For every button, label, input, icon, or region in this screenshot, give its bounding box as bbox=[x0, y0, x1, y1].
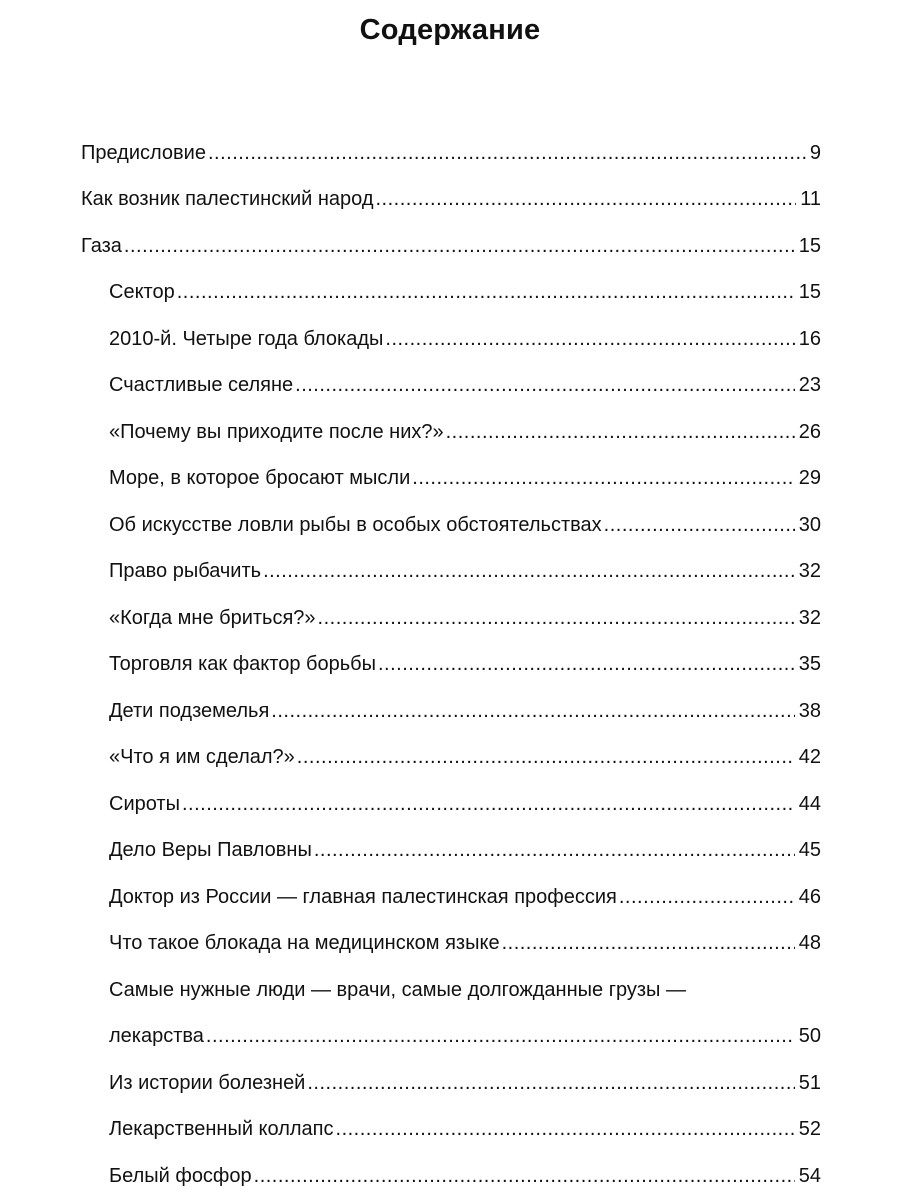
toc-leader-dots bbox=[502, 930, 795, 956]
toc-entry-title: Сектор bbox=[109, 281, 175, 303]
toc-entry-page: 46 bbox=[798, 885, 821, 908]
toc-leader-dots bbox=[318, 605, 795, 631]
toc-entry-title: Белый фосфор bbox=[109, 1164, 252, 1187]
toc-entry-title: лекарства bbox=[109, 1025, 204, 1047]
toc-entry-title: Об искусстве ловли рыбы в особых обстоятельствах bbox=[109, 513, 602, 536]
toc-entry-page: 52 bbox=[798, 1118, 821, 1140]
toc-leader-dots bbox=[254, 1163, 795, 1189]
toc-leader-dots bbox=[604, 512, 795, 538]
toc-entry-title: Что такое блокада на медицинском языке bbox=[109, 932, 500, 954]
toc-entry[interactable] bbox=[0, 871, 900, 918]
toc-entry[interactable] bbox=[0, 406, 900, 453]
toc-leader-dots bbox=[271, 698, 794, 724]
toc-entry-page: 35 bbox=[798, 653, 821, 675]
toc-leader-dots bbox=[412, 465, 794, 491]
toc-entry-title: 2010-й. Четыре года блокады bbox=[109, 327, 384, 350]
toc-leader-dots bbox=[314, 837, 795, 863]
toc-entry-page: 44 bbox=[798, 792, 821, 815]
toc-entry[interactable] bbox=[0, 313, 900, 360]
toc-leader-dots bbox=[295, 372, 795, 398]
toc-entry-title: Право рыбачить bbox=[109, 560, 262, 582]
toc-entry-title: Газа bbox=[81, 234, 122, 257]
toc-entry[interactable] bbox=[0, 360, 900, 407]
toc-leader-dots bbox=[376, 186, 797, 212]
toc-leader-dots bbox=[182, 791, 795, 817]
toc-entry[interactable] bbox=[0, 964, 900, 1011]
toc-entry-title: Как возник палестинский народ bbox=[81, 188, 374, 210]
toc-entry-page: 11 bbox=[800, 188, 821, 210]
toc-entry[interactable] bbox=[0, 1011, 900, 1058]
toc-entry[interactable] bbox=[0, 918, 900, 965]
toc-entry[interactable] bbox=[0, 592, 900, 639]
toc-entry-title: «Когда мне бриться?» bbox=[109, 606, 316, 629]
toc-entry-title: Дело Веры Павловны bbox=[109, 839, 312, 861]
toc-entry-page: 51 bbox=[798, 1071, 821, 1094]
toc-entry-title: Лекарственный коллапс bbox=[109, 1118, 334, 1140]
table-of-contents bbox=[0, 127, 900, 1197]
page-title: Содержание bbox=[359, 14, 541, 46]
toc-entry[interactable] bbox=[0, 453, 900, 500]
toc-entry-page: 50 bbox=[798, 1025, 821, 1047]
toc-entry[interactable] bbox=[0, 1150, 900, 1197]
toc-leader-dots bbox=[177, 279, 795, 305]
toc-entry[interactable] bbox=[0, 267, 900, 314]
toc-entry-page: 54 bbox=[798, 1164, 821, 1187]
toc-entry[interactable] bbox=[0, 546, 900, 593]
toc-leader-dots bbox=[206, 1023, 795, 1049]
toc-entry[interactable] bbox=[0, 174, 900, 221]
toc-leader-dots bbox=[385, 326, 794, 352]
toc-entry[interactable] bbox=[0, 127, 900, 174]
toc-entry-page: 38 bbox=[798, 699, 821, 722]
toc-entry-page: 32 bbox=[798, 560, 821, 582]
toc-entry-title: Дети подземелья bbox=[109, 699, 270, 722]
toc-entry-page: 16 bbox=[798, 327, 821, 350]
toc-entry[interactable] bbox=[0, 1057, 900, 1104]
toc-entry-page: 48 bbox=[798, 932, 821, 954]
toc-entry-page: 42 bbox=[798, 746, 821, 768]
toc-entry-title: «Почему вы приходите после них?» bbox=[109, 420, 444, 443]
toc-leader-dots bbox=[208, 140, 806, 166]
toc-entry-page: 15 bbox=[798, 281, 821, 303]
toc-entry-title: Торговля как фактор борьбы bbox=[109, 653, 376, 675]
toc-entry[interactable] bbox=[0, 499, 900, 546]
toc-entry-page: 32 bbox=[798, 606, 821, 629]
toc-leader-dots bbox=[124, 233, 795, 259]
toc-entry-title: «Что я им сделал?» bbox=[109, 746, 295, 768]
toc-entry[interactable] bbox=[0, 639, 900, 686]
toc-entry[interactable] bbox=[0, 685, 900, 732]
toc-entry-page: 23 bbox=[798, 374, 821, 396]
toc-entry[interactable] bbox=[0, 1104, 900, 1151]
toc-entry-title: Счастливые селяне bbox=[109, 374, 294, 396]
toc-entry-title: Предисловие bbox=[81, 141, 206, 164]
toc-leader-dots bbox=[307, 1070, 794, 1096]
toc-entry-page: 45 bbox=[798, 839, 821, 861]
toc-entry-title: Сироты bbox=[109, 792, 180, 815]
toc-entry-page: 9 bbox=[809, 141, 821, 164]
toc-entry-title: Море, в которое бросают мысли bbox=[109, 467, 411, 489]
toc-entry-page: 30 bbox=[798, 513, 821, 536]
toc-leader-dots bbox=[297, 744, 795, 770]
toc-entry-title: Доктор из России — главная палестинская профессия bbox=[109, 885, 617, 908]
toc-leader-dots bbox=[619, 884, 795, 910]
toc-leader-dots bbox=[336, 1116, 795, 1142]
toc-entry-title: Самые нужные люди — врачи, самые долгожданные грузы — bbox=[109, 978, 686, 1001]
toc-entry-page: 29 bbox=[798, 467, 821, 489]
toc-entry-page: 15 bbox=[798, 234, 821, 257]
toc-leader-dots bbox=[263, 558, 795, 584]
toc-entry[interactable] bbox=[0, 732, 900, 779]
toc-leader-dots bbox=[378, 651, 795, 677]
toc-entry[interactable] bbox=[0, 778, 900, 825]
toc-leader-dots bbox=[446, 419, 795, 445]
toc-entry-page: 26 bbox=[798, 420, 821, 443]
toc-entry-title: Из истории болезней bbox=[109, 1071, 306, 1094]
toc-entry[interactable] bbox=[0, 825, 900, 872]
toc-entry[interactable] bbox=[0, 220, 900, 267]
